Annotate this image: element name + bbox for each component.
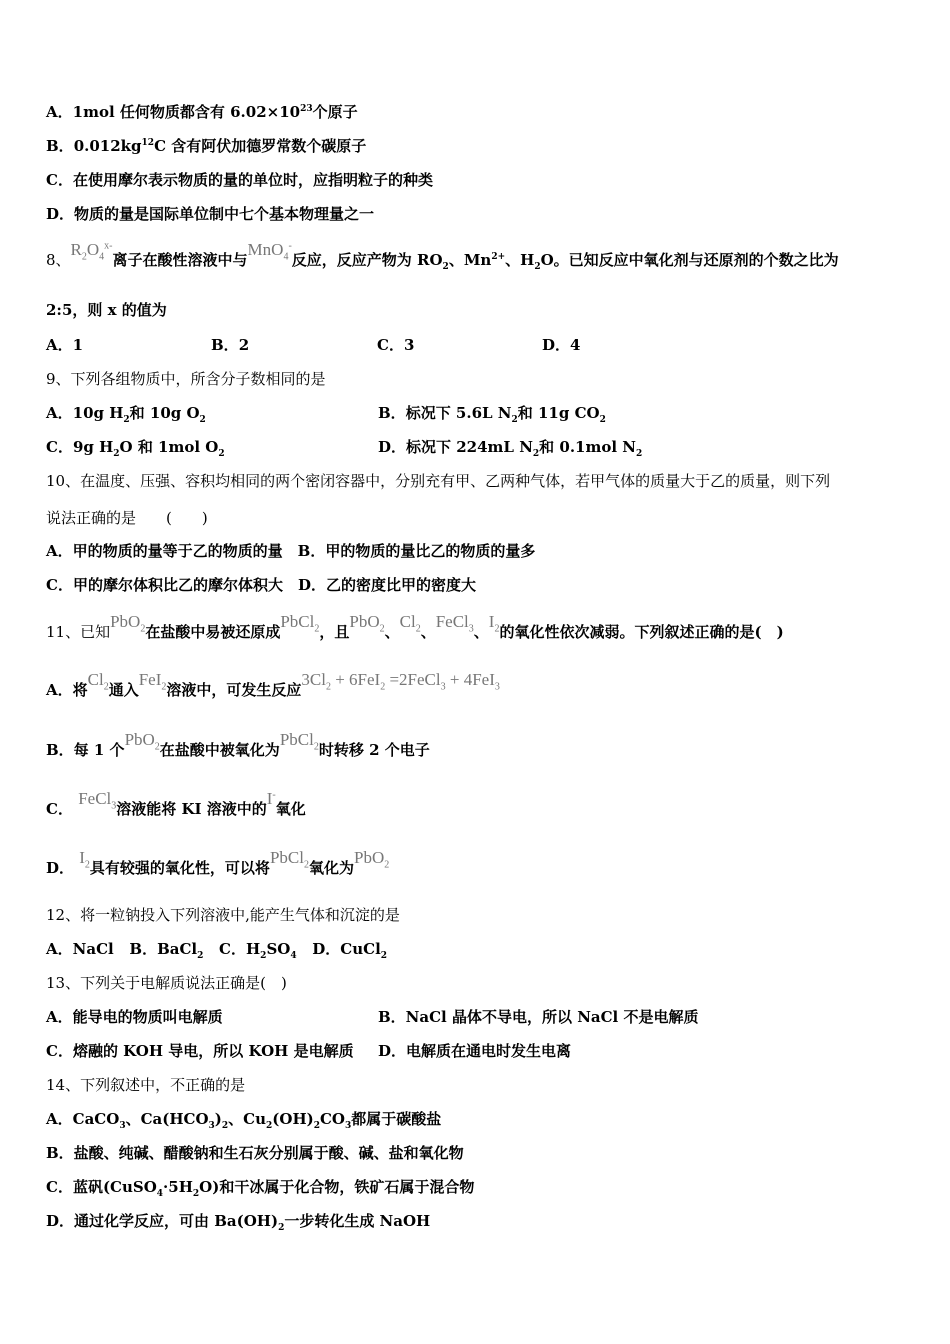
q13-option-a: A．能导电的物质叫电解质 bbox=[46, 1008, 223, 1026]
q8-stem: 8、$R_2O_4^{x-}$离子在酸性溶液中与MnO$_4$-反应，反应产物为 $RO_2$、$Mn^{2+}$、$H_2O$。已知反应中氧化剂与还原剂的个数之比为 bbox=[46, 240, 839, 272]
q11-option-c: C． FeCl$_3$溶液能将 KI 溶液中的I-氧化 bbox=[46, 789, 306, 818]
q11-option-a: A．将$Cl_2$通入FeI$_2$溶液中，可发生反应$3Cl_2 + 6FeI_2$ =2FeCl$_3$ + 4FeI$_3$ bbox=[46, 670, 500, 699]
q14-option-d: D．通过化学反应，可由 $Ba(OH)_2$一步转化生成 NaOH bbox=[46, 1212, 431, 1233]
q7-option-d: D．物质的量是国际单位制中七个基本物理量之一 bbox=[46, 205, 375, 223]
q9-option-a: A．10g $H_2$和 10g $O_2$ bbox=[46, 404, 206, 425]
q9-options-ab bbox=[46, 403, 906, 423]
q13-option-d: D．电解质在通电时发生电离 bbox=[378, 1042, 572, 1060]
q12-options: A．NaCl B．BaCl$_2$ C．$H_2SO_4$ D．CuCl$_2$ bbox=[46, 940, 388, 961]
q9-option-c: C．9g $H_2O$ 和 1mol $O_2$ bbox=[46, 438, 225, 459]
q11-option-b: B．每 1 个PbO$_2$在盐酸中被氧化为PbCl$_2$时转移 2 个电子 bbox=[46, 730, 430, 759]
q10-stem: 10、在温度、压强、容积均相同的两个密闭容器中，分别充有甲、乙两种气体，若甲气体的质量大于乙的质量，则下列 bbox=[46, 472, 831, 490]
q7-option-a: A．1mol 任何物质都含有 $6.02\times 10^{23}$个原子 bbox=[46, 103, 358, 121]
formula-pbcl2: PbCl$_2$ bbox=[280, 612, 320, 635]
q9-option-b: B．标况下 5.6L $N_2$和 11g $CO_2$ bbox=[378, 404, 606, 425]
q13-options-ab bbox=[46, 1007, 906, 1027]
q11-option-d: D． $I_2$具有较强的氧化性，可以将PbCl$_2$氧化为PbO$_2$ bbox=[46, 848, 390, 877]
q7-option-b: B．$0.012kg^{12}C$ 含有阿伏加德罗常数个碳原子 bbox=[46, 137, 367, 155]
q7-option-c: C．在使用摩尔表示物质的量的单位时，应指明粒子的种类 bbox=[46, 171, 433, 189]
q12-stem: 12、将一粒钠投入下列溶液中,能产生气体和沉淀的是 bbox=[46, 906, 400, 924]
q10-options-cd: C．甲的摩尔体积比乙的摩尔体积大 D．乙的密度比甲的密度大 bbox=[46, 576, 476, 594]
formula-cl2: $Cl_2$ bbox=[399, 612, 421, 635]
q14-option-c: C．蓝矾$(CuSO_4\cdot 5H_2O)$和干冰属于化合物，铁矿石属于混合物 bbox=[46, 1178, 475, 1199]
q14-option-a: A．CaCO$_3$、$Ca(HCO_3)_2$、$Cu_2(OH)_2CO_3$都属于碳酸盐 bbox=[46, 1110, 442, 1131]
q14-option-b: B．盐酸、纯碱、醋酸钠和生石灰分别属于酸、碱、盐和氧化物 bbox=[46, 1144, 464, 1162]
formula-mno4: MnO$_4$- bbox=[247, 240, 292, 263]
formula-fecl3: FeCl$_3$ bbox=[435, 612, 474, 635]
formula-pbo2: PbO$_2$ bbox=[110, 612, 146, 635]
formula-i2: $I_2$ bbox=[488, 612, 500, 635]
formula-r2o4: $R_2O_4^{x-}$ bbox=[70, 240, 113, 263]
q11-stem: 11、已知PbO$_2$在盐酸中易被还原成PbCl$_2$，且PbO$_2$、$Cl_2$、FeCl$_3$、$I_2$的氧化性依次减弱。下列叙述正确的是( ) bbox=[46, 612, 784, 641]
q14-stem: 14、下列叙述中，不正确的是 bbox=[46, 1076, 246, 1094]
q10-options-ab: A．甲的物质的量等于乙的物质的量 B．甲的物质的量比乙的物质的量多 bbox=[46, 542, 536, 560]
q10-stem-line2: 说法正确的是 ( ) bbox=[46, 509, 208, 527]
q9-option-d: D．标况下 224mL $N_2$和 0.1mol $N_2$ bbox=[378, 438, 643, 459]
q8-stem-line2: 2:5，则 x 的值为 bbox=[46, 301, 167, 319]
q13-option-c: C．熔融的 KOH 导电，所以 KOH 是电解质 bbox=[46, 1042, 354, 1060]
q8-option-a: A．1 bbox=[46, 336, 84, 354]
q8-option-d: D．4 bbox=[542, 336, 581, 354]
q9-options-cd bbox=[46, 437, 906, 457]
q9-stem: 9、下列各组物质中，所含分子数相同的是 bbox=[46, 370, 326, 388]
q8-option-c: C．3 bbox=[377, 336, 415, 354]
q13-option-b: B．NaCl 晶体不导电，所以 NaCl 不是电解质 bbox=[378, 1008, 699, 1026]
equation: $3Cl_2 + 6FeI_2$ =2FeCl$_3$ + 4FeI$_3$ bbox=[301, 670, 500, 693]
q13-options-cd bbox=[46, 1041, 906, 1061]
formula-pbo2: PbO$_2$ bbox=[349, 612, 385, 635]
q13-stem: 13、下列关于电解质说法正确是( ) bbox=[46, 974, 287, 992]
q8-option-b: B．2 bbox=[211, 336, 250, 354]
